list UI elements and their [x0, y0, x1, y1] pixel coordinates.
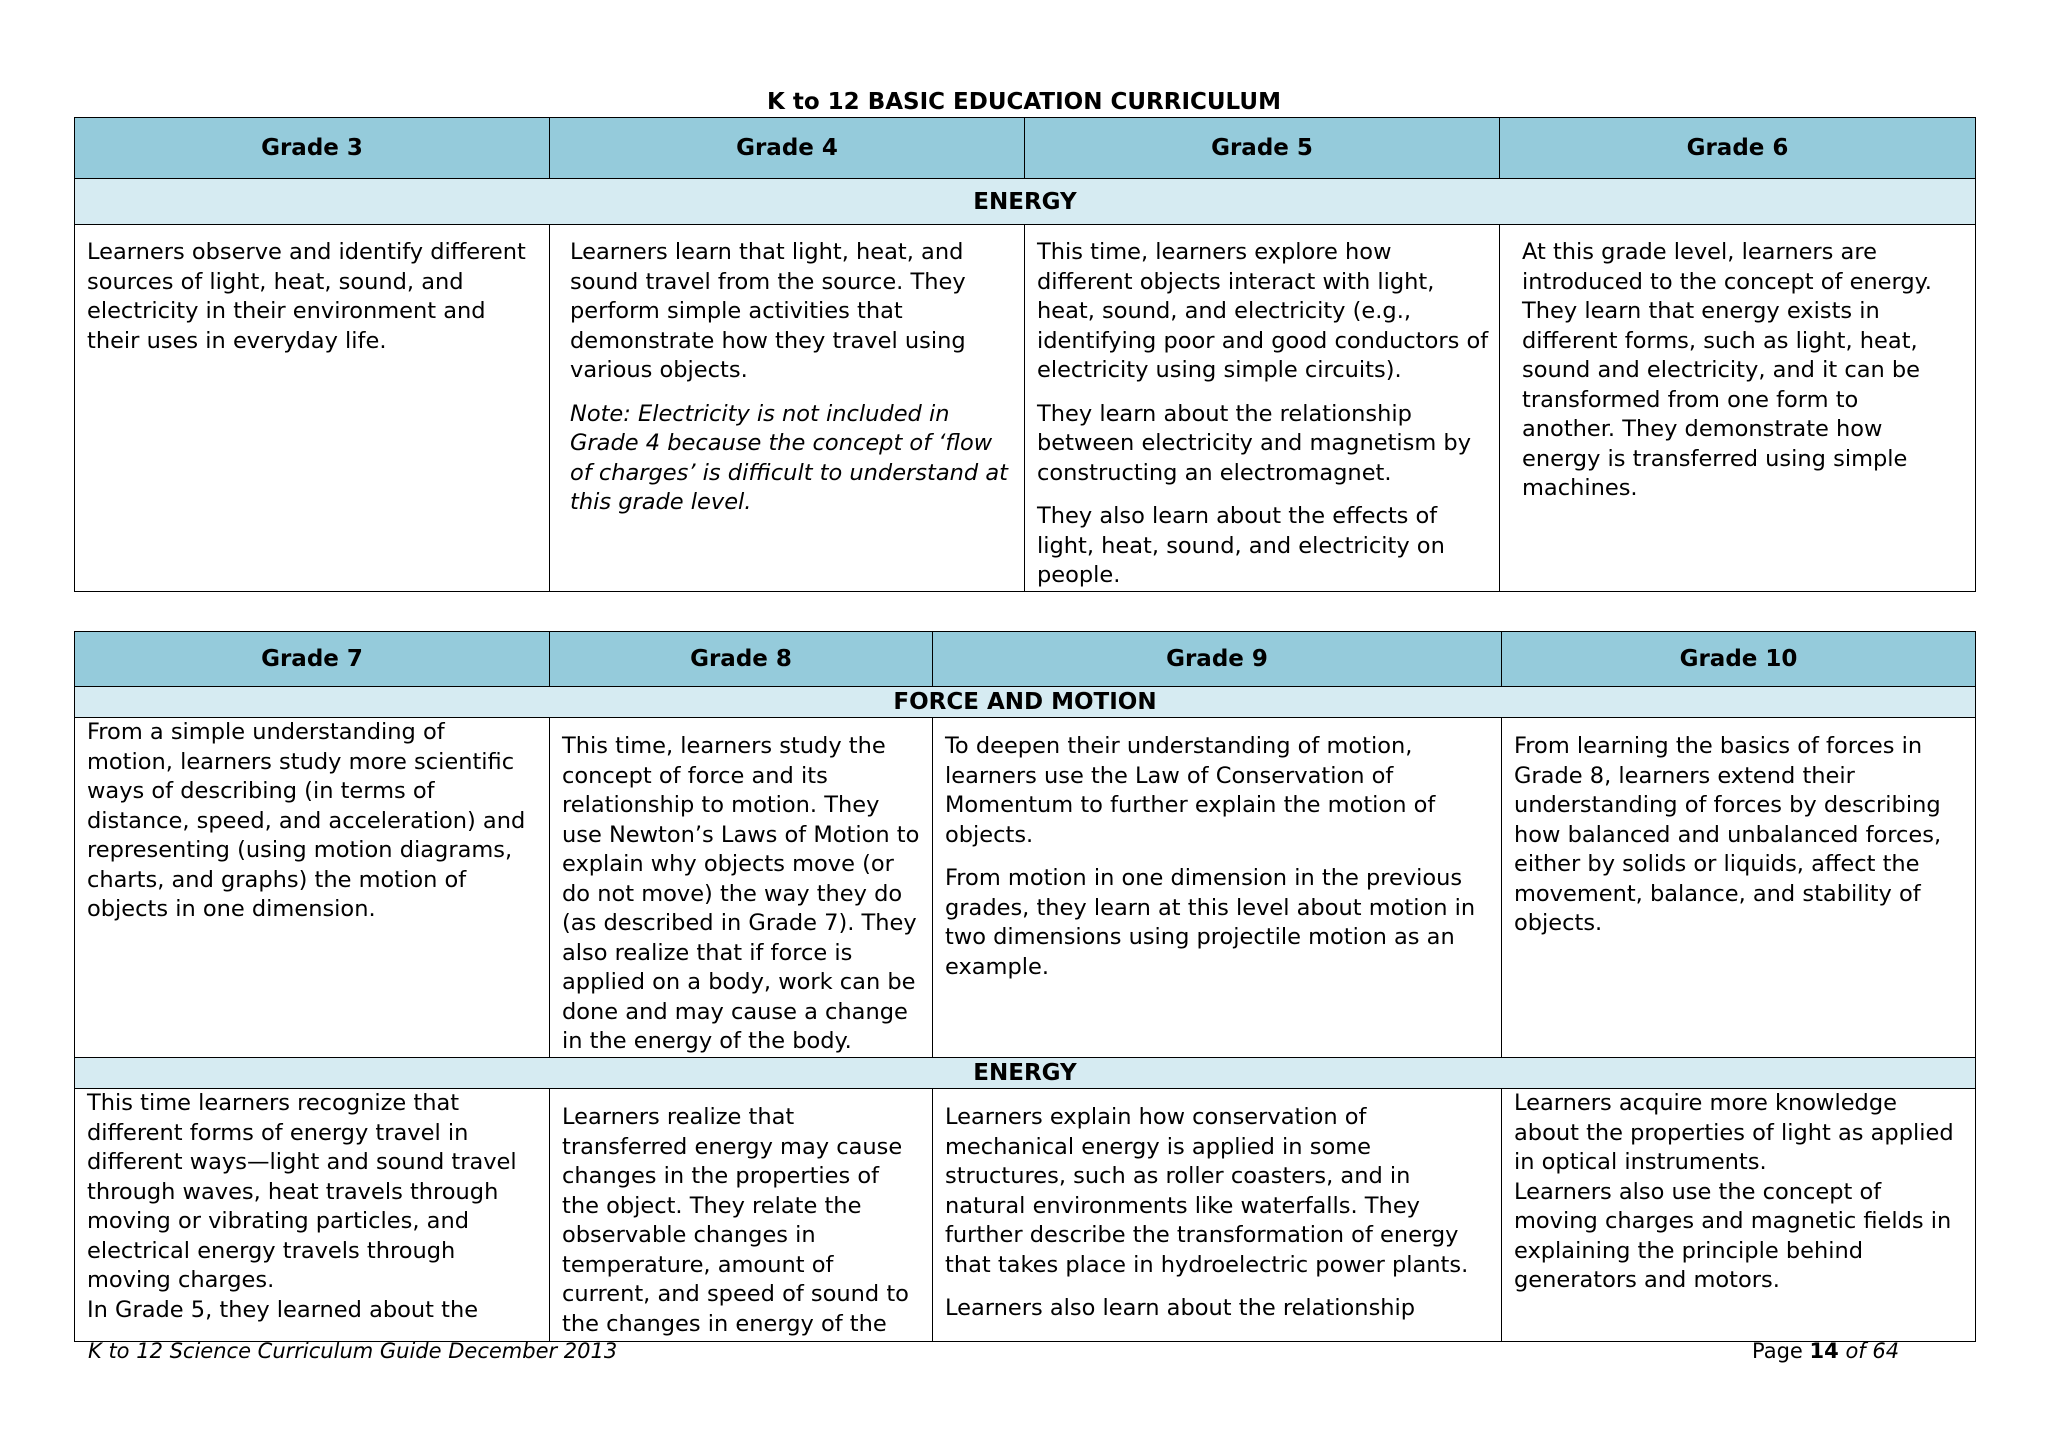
- cell-note: Note: Electricity is not included in Grade 4 because the concept of ‘flow of charges’ is difficult to understand at this grade level.: [570, 400, 1008, 515]
- table-row: [75, 1089, 1976, 1342]
- section-heading-energy: ENERGY: [75, 179, 1976, 225]
- cell-paragraph: Learners also learn about the relationship: [945, 1295, 1416, 1321]
- grade-header: Grade 3: [75, 118, 550, 179]
- grade-header: Grade 7: [75, 632, 550, 687]
- cell-paragraph: This time, learners explore how different objects interact with light, heat, sound, and electricity (e.g., identifying poor and good conductors of electricity using simple circuits).: [1037, 239, 1489, 383]
- cell-paragraph: From learning the basics of forces in Grade 8, learners extend their understanding of forces by describing how balanced and unbalanced forces, either by solids or liquids, affect the movement, balance, and stability of objects.: [1514, 733, 1942, 936]
- table-header-row: [75, 632, 1976, 687]
- cell-paragraph: Learners learn that light, heat, and sound travel from the source. They perform simple activities that demonstrate how they travel using various objects.: [570, 239, 966, 383]
- cell-paragraph: At this grade level, learners are introduced to the concept of energy. They learn that energy exists in different forms, such as light, heat, sound and electricity, and it can be transformed from one form to another. They demonstrate how energy is transferred using simple machines.: [1522, 239, 1932, 501]
- grade-header: Grade 6: [1500, 118, 1976, 179]
- grade-header: Grade 8: [550, 632, 933, 687]
- grade-header: Grade 4: [550, 118, 1025, 179]
- table-cell: [75, 1089, 550, 1342]
- cell-paragraph: From motion in one dimension in the previous grades, they learn at this level about motion in two dimensions using projectile motion as an example.: [945, 865, 1476, 980]
- cell-paragraph: They learn about the relationship between electricity and magnetism by constructing an electromagnet.: [1037, 400, 1472, 486]
- cell-paragraph: This time, learners study the concept of force and its relationship to motion. They use Newton’s Laws of Motion to explain why objects move (or do not move) the way they do (as described in Grade 7). They also realize that if force is applied on a body, work can be done and may cause a change in the energy of the body.: [562, 733, 920, 1054]
- cell-paragraph: Learners explain how conservation of mechanical energy is applied in some structures, such as roller coasters, and in natural environments like waterfalls. They further describe the transformation of energy that takes place in hydroelectric power plants.: [945, 1104, 1469, 1278]
- table-cell: [550, 718, 933, 1058]
- section-row: [75, 179, 1976, 225]
- cell-paragraph: To deepen their understanding of motion, learners use the Law of Conservation of Momentum to further explain the motion of objects.: [945, 733, 1436, 848]
- table-cell: [75, 718, 550, 1058]
- grades-7-10-table: [74, 631, 1976, 1342]
- grade-header: Grade 5: [1025, 118, 1500, 179]
- cell-paragraph: Learners realize that transferred energy may cause changes in the properties of the object. They relate the observable changes in temperature, amount of current, and speed of sound to the changes in energy of the: [562, 1104, 909, 1337]
- table-cell: [1502, 1089, 1976, 1342]
- section-row: [75, 687, 1976, 718]
- table-cell: [933, 718, 1502, 1058]
- cell-paragraph: Learners also use the concept of moving charges and magnetic fields in explaining the principle behind generators and motors.: [1514, 1178, 1952, 1293]
- table-cell: [550, 1089, 933, 1342]
- table-cell: [550, 225, 1025, 592]
- page-number: 14: [1809, 1339, 1839, 1363]
- table-cell: [1502, 718, 1976, 1058]
- footer-page-indicator: [1752, 1338, 1899, 1364]
- grade-header: Grade 10: [1502, 632, 1976, 687]
- cell-paragraph: They also learn about the effects of light, heat, sound, and electricity on people.: [1037, 503, 1445, 588]
- table-cell: [1025, 225, 1500, 592]
- table-row: [75, 718, 1976, 1058]
- grade-header: Grade 9: [933, 632, 1502, 687]
- cell-paragraph: From a simple understanding of motion, learners study more scientific ways of describing (in terms of distance, speed, and acceleration) and representing (using motion diagrams, charts, and graphs) the motion of objects in one dimension.: [87, 719, 526, 922]
- table-header-row: [75, 118, 1976, 179]
- section-row: [75, 1058, 1976, 1089]
- cell-paragraph: This time learners recognize that different forms of energy travel in different ways—light and sound travel through waves, heat travels through moving or vibrating particles, and electrical energy travels through moving charges.: [87, 1090, 517, 1293]
- section-heading-force-and-motion: FORCE AND MOTION: [75, 687, 1976, 718]
- cell-paragraph: Learners acquire more knowledge about the properties of light as applied in optical instruments.: [1514, 1090, 1954, 1175]
- footer-document-name: K to 12 Science Curriculum Guide December 2013: [88, 1339, 618, 1363]
- table-cell: [933, 1089, 1502, 1342]
- page-total: of 64: [1845, 1339, 1900, 1363]
- cell-paragraph: In Grade 5, they learned about the: [87, 1296, 479, 1323]
- cell-paragraph: Learners observe and identify different sources of light, heat, sound, and electricity in their environment and their uses in everyday life.: [87, 239, 526, 354]
- grades-3-6-table: [74, 117, 1976, 592]
- table-cell: [75, 225, 550, 592]
- document-title: K to 12 BASIC EDUCATION CURRICULUM: [767, 89, 1281, 115]
- section-heading-energy: ENERGY: [75, 1058, 1976, 1089]
- table-cell: [1500, 225, 1976, 592]
- table-row: [75, 225, 1976, 592]
- page-label: Page: [1752, 1339, 1803, 1363]
